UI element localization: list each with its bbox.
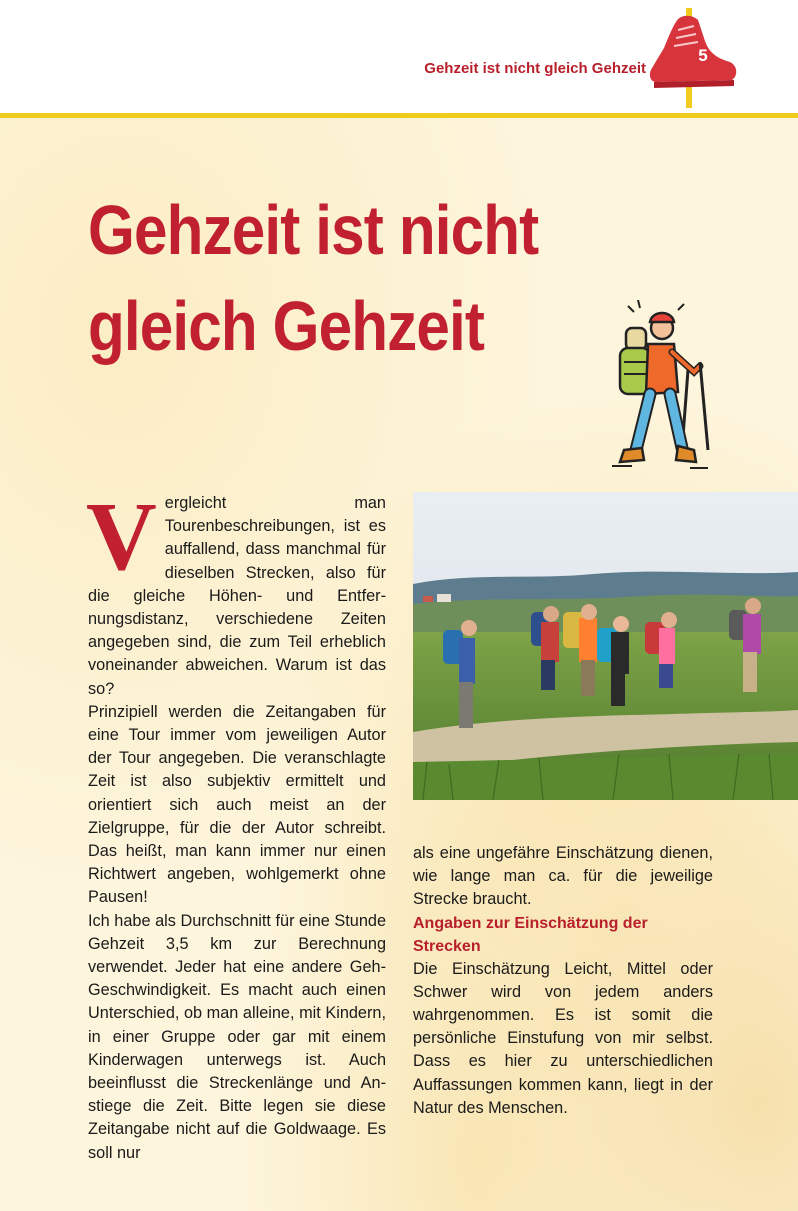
section-subheading: Angaben zur Einschätzung der Strecken	[413, 914, 648, 955]
page-header	[0, 0, 798, 118]
right-text-column	[413, 842, 713, 1120]
page-number: 5	[698, 46, 708, 65]
paragraph-average-speed: Ich habe als Durchschnitt für eine Stunde Gehzeit 3,5 km zur Berechnung verwendet. Jeder hat eine andere Geh-Geschwindigkeit. Es macht auch einen Unterschied, ob man alleine, mit Kindern, in einer Gruppe oder gar mit einem Kinderwagen unterwegs ist. Auch beeinflusst die Streckenlänge und Anstiege die Zeit. Bitte legen sie diese Zeitangabe nicht auf die Goldwaage. Es soll nur	[88, 911, 386, 1162]
paragraph-continuation: als eine ungefähre Einschätzung dienen, wie lange man ca. für die jeweilige Strecke braucht.	[413, 844, 713, 909]
paragraph-intro-text: ergleicht man Tourenbeschreibungen, ist es auffallend, dass manchmal für dieselben Strecken, also für die gleiche Höhen- und Entfernungsdistanz, verschiedene Zeiten angegeben sind, die zum Teil erheblich voneinander abweichen. Warum ist das so?	[88, 494, 386, 698]
drop-cap: V	[86, 483, 157, 591]
paragraph-principle: Prinzipiell werden die Zeitangaben für eine Tour immer vom jeweiligen Autor der Tour angegeben. Die veranschlagte Zeit ist also subjektiv ermittelt und orientiert sich auch meist an der Zielgruppe, für die der Autor schreibt. Das heißt, man kann immer nur einen Richtwert angeben, wohlgemerkt ohne Pausen!	[88, 702, 386, 907]
paragraph-intro	[86, 483, 386, 701]
page-title-line-2: gleich Gehzeit	[88, 287, 485, 365]
header-rule	[0, 113, 798, 118]
paragraph-difficulty: Die Einschätzung Leicht, Mittel oder Schwer wird von jedem anders wahrgenommen. Es ist somit die persönliche Einstufung von mir selbst. Dass es hier zu unterschiedlichen Auffassungen kommen kann, liegt in der Natur des Menschen.	[413, 959, 713, 1117]
hiker-illustration-icon	[598, 300, 728, 475]
group-of-hikers-photo	[413, 492, 798, 800]
page-title-line-1: Gehzeit ist nicht	[88, 191, 539, 269]
running-title: Gehzeit ist nicht gleich Gehzeit	[424, 60, 646, 77]
left-text-column	[86, 483, 386, 1165]
